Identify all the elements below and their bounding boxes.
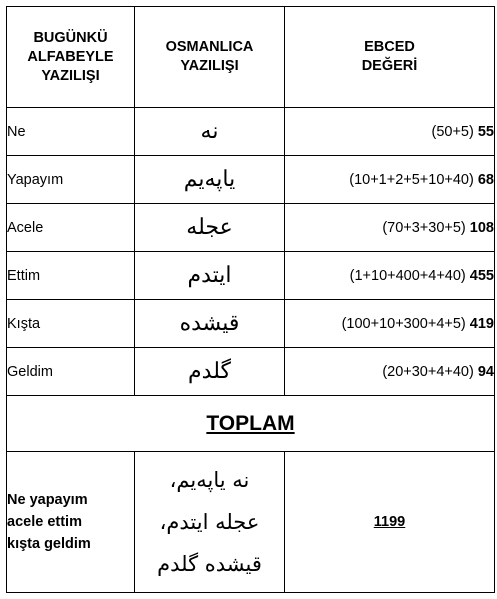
final-row: [7, 452, 495, 593]
table-row: [7, 108, 495, 156]
word-latin: Acele: [7, 204, 135, 252]
word-latin: Geldim: [7, 348, 135, 396]
phrase-ottoman-line-3: قيشده گلدم: [157, 552, 262, 576]
header-ottoman-line-2: YAZILIŞI: [180, 58, 239, 74]
ebced-sum: 419: [469, 315, 494, 332]
word-ebced-value: [285, 252, 495, 300]
table-row: [7, 156, 495, 204]
word-ottoman: ياپه‌يم: [135, 156, 285, 204]
table-row: [7, 252, 495, 300]
phrase-ottoman-line-1: نه ياپه‌يم،: [169, 468, 250, 492]
word-ottoman: نه: [135, 108, 285, 156]
ebced-calculation: (50+5): [431, 123, 474, 140]
header-modern-line-1: BUGÜNKÜ: [33, 29, 108, 46]
phrase-latin: [7, 452, 135, 593]
ebced-sum: 108: [469, 219, 494, 236]
ebced-calculation: (10+1+2+5+10+40): [349, 171, 474, 188]
phrase-latin-line-3: kışta geldim: [7, 536, 91, 552]
word-ottoman: ايتدم: [135, 252, 285, 300]
word-latin: Ne: [7, 108, 135, 156]
ebced-table: [6, 6, 495, 593]
word-ottoman: عجله: [135, 204, 285, 252]
word-ebced-value: [285, 108, 495, 156]
word-ottoman: گلدم: [135, 348, 285, 396]
header-ottoman-spelling: [135, 7, 285, 108]
ebced-calculation: (1+10+400+4+40): [349, 267, 466, 284]
word-latin: Ettim: [7, 252, 135, 300]
table-row: [7, 300, 495, 348]
ebced-calculation: (20+30+4+40): [382, 363, 474, 380]
ebced-sum: 68: [477, 171, 494, 188]
word-ebced-value: [285, 204, 495, 252]
total-row: [7, 396, 495, 452]
table-row: [7, 204, 495, 252]
phrase-ottoman-line-2: عجله ايتدم،: [159, 510, 260, 534]
word-latin: Kışta: [7, 300, 135, 348]
word-ebced-value: [285, 348, 495, 396]
header-modern-line-3: YAZILIŞI: [41, 67, 100, 84]
phrase-latin-line-2: acele ettim: [7, 514, 82, 530]
word-latin: Yapayım: [7, 156, 135, 204]
header-row: [7, 7, 495, 108]
header-ebced-line-1: EBCED: [364, 39, 415, 55]
ebced-sum: 455: [469, 267, 494, 284]
word-ebced-value: [285, 300, 495, 348]
phrase-ottoman: [135, 452, 285, 593]
ebced-sum: 94: [477, 363, 494, 380]
ebced-sum: 55: [477, 123, 494, 140]
ebced-calculation: (70+3+30+5): [382, 219, 466, 236]
header-modern-spelling: [7, 7, 135, 108]
header-modern-line-2: ALFABEYLE: [27, 48, 114, 65]
phrase-total-value: 1199: [285, 452, 495, 593]
phrase-latin-line-1: Ne yapayım: [7, 492, 88, 508]
ebced-calculation: (100+10+300+4+5): [341, 315, 466, 332]
word-ottoman: قيشده: [135, 300, 285, 348]
header-ebced-line-2: DEĞERİ: [361, 58, 418, 74]
total-label: TOPLAM: [7, 396, 495, 452]
table-row: [7, 348, 495, 396]
header-ottoman-line-1: OSMANLICA: [165, 39, 254, 55]
header-ebced-value: [285, 7, 495, 108]
word-ebced-value: [285, 156, 495, 204]
